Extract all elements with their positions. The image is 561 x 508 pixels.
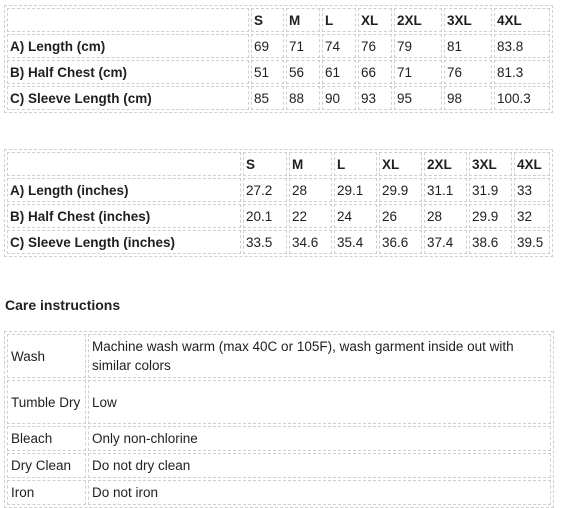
table-cell: 39.5 — [514, 230, 550, 254]
table-cell: 38.6 — [469, 230, 512, 254]
table-row — [7, 453, 551, 478]
table-cell: 88 — [286, 86, 320, 110]
table-cell: 33.5 — [243, 230, 287, 254]
size-header-row — [7, 152, 550, 176]
care-instructions-table — [4, 331, 554, 508]
table-cell: 22 — [289, 204, 332, 228]
table-cell: 71 — [286, 34, 320, 58]
table-cell: 98 — [444, 86, 492, 110]
header-cell: 2XL — [394, 8, 442, 32]
table-row — [7, 60, 550, 84]
table-row — [7, 334, 551, 378]
table-cell: 81 — [444, 34, 492, 58]
table-cell: 29.9 — [379, 178, 422, 202]
header-cell: 3XL — [469, 152, 512, 176]
header-cell: 3XL — [444, 8, 492, 32]
header-cell: S — [243, 152, 287, 176]
table-cell: 81.3 — [494, 60, 550, 84]
header-cell: L — [334, 152, 377, 176]
table-row — [7, 380, 551, 424]
table-cell: 51 — [251, 60, 284, 84]
care-value: Low — [88, 380, 551, 424]
care-value: Do not iron — [88, 480, 551, 505]
table-cell: 28 — [424, 204, 467, 228]
table-cell: 66 — [358, 60, 392, 84]
header-cell: M — [289, 152, 332, 176]
table-row — [7, 230, 550, 254]
care-value: Machine wash warm (max 40C or 105F), wash garment inside out with similar colors — [88, 334, 551, 378]
table-cell: 29.1 — [334, 178, 377, 202]
size-chart-inches — [4, 149, 553, 257]
table-cell: 69 — [251, 34, 284, 58]
table-cell: 76 — [358, 34, 392, 58]
header-cell: L — [322, 8, 356, 32]
header-cell: M — [286, 8, 320, 32]
table-cell: 74 — [322, 34, 356, 58]
table-cell: 93 — [358, 86, 392, 110]
care-value: Only non-chlorine — [88, 426, 551, 451]
table-cell: 90 — [322, 86, 356, 110]
header-cell: XL — [379, 152, 422, 176]
header-cell — [7, 152, 241, 176]
care-key: Iron — [7, 480, 86, 505]
table-cell: 31.1 — [424, 178, 467, 202]
table-cell: 24 — [334, 204, 377, 228]
row-label: A) Length (cm) — [7, 34, 249, 58]
size-header-row — [7, 8, 550, 32]
table-cell: 26 — [379, 204, 422, 228]
table-cell: 27.2 — [243, 178, 287, 202]
care-key: Dry Clean — [7, 453, 86, 478]
table-cell: 37.4 — [424, 230, 467, 254]
header-cell: XL — [358, 8, 392, 32]
table-cell: 31.9 — [469, 178, 512, 202]
row-label: C) Sleeve Length (inches) — [7, 230, 241, 254]
table-cell: 32 — [514, 204, 550, 228]
table-cell: 100.3 — [494, 86, 550, 110]
care-key: Bleach — [7, 426, 86, 451]
row-label: A) Length (inches) — [7, 178, 241, 202]
table-row — [7, 34, 550, 58]
table-cell: 35.4 — [334, 230, 377, 254]
care-key: Tumble Dry — [7, 380, 86, 424]
care-instructions-heading: Care instructions — [5, 297, 121, 313]
size-chart-cm — [4, 5, 553, 113]
table-cell: 28 — [289, 178, 332, 202]
table-cell: 61 — [322, 60, 356, 84]
table-cell: 83.8 — [494, 34, 550, 58]
header-cell: S — [251, 8, 284, 32]
header-cell — [7, 8, 249, 32]
header-cell: 4XL — [494, 8, 550, 32]
header-cell: 4XL — [514, 152, 550, 176]
table-cell: 36.6 — [379, 230, 422, 254]
table-cell: 76 — [444, 60, 492, 84]
row-label: B) Half Chest (inches) — [7, 204, 241, 228]
table-cell: 95 — [394, 86, 442, 110]
table-cell: 33 — [514, 178, 550, 202]
row-label: C) Sleeve Length (cm) — [7, 86, 249, 110]
table-row — [7, 426, 551, 451]
table-row — [7, 86, 550, 110]
table-cell: 29.9 — [469, 204, 512, 228]
table-cell: 34.6 — [289, 230, 332, 254]
table-cell: 79 — [394, 34, 442, 58]
table-cell: 20.1 — [243, 204, 287, 228]
table-cell: 85 — [251, 86, 284, 110]
table-cell: 56 — [286, 60, 320, 84]
table-row — [7, 178, 550, 202]
header-cell: 2XL — [424, 152, 467, 176]
row-label: B) Half Chest (cm) — [7, 60, 249, 84]
table-cell: 71 — [394, 60, 442, 84]
table-row — [7, 204, 550, 228]
table-row — [7, 480, 551, 505]
care-key: Wash — [7, 334, 86, 378]
care-value: Do not dry clean — [88, 453, 551, 478]
